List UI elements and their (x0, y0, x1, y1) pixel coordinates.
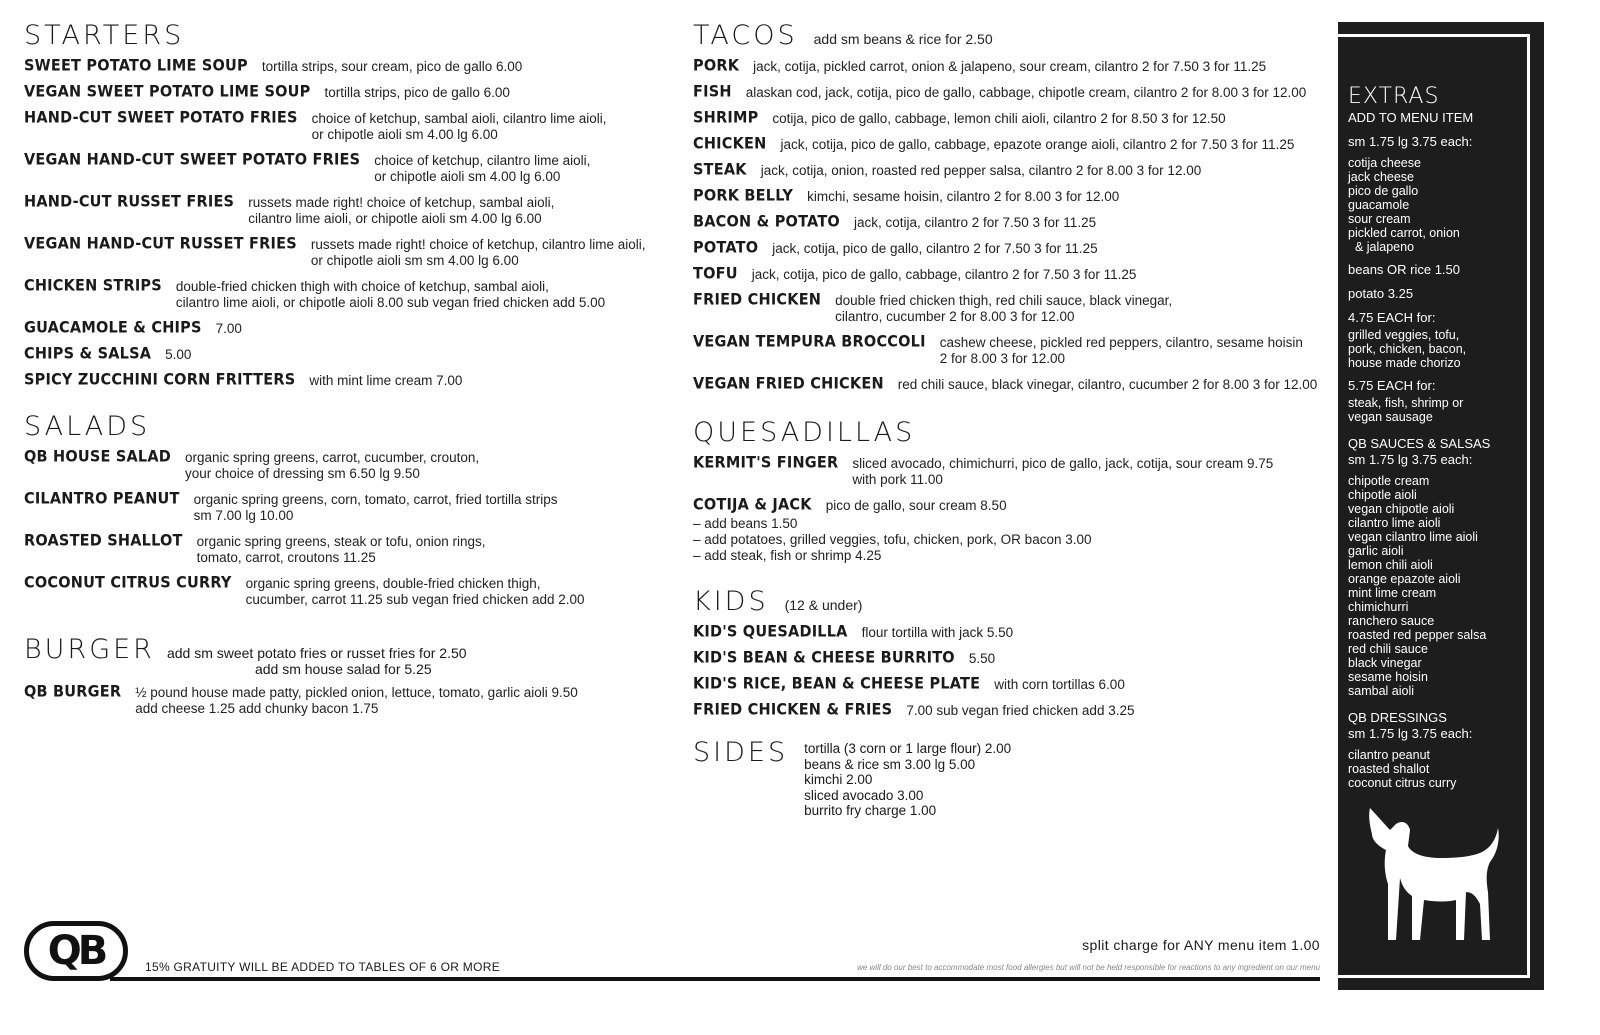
menu-item-name: COCONUT CITRUS CURRY (24, 574, 232, 592)
section-title-quesadillas: QUESADILLAS (693, 417, 916, 448)
menu-item (693, 377, 1343, 393)
menu-item-description (194, 492, 558, 524)
extras-potato: potato 3.25 (1348, 286, 1414, 301)
menu-item-name: ROASTED SHALLOT (24, 532, 183, 550)
section-burger (24, 634, 674, 717)
burger-note-line: add sm house salad for 5.25 (254, 661, 432, 677)
menu-item-description (325, 85, 510, 101)
menu-item-description (854, 215, 1096, 231)
chihuahua-icon (1362, 800, 1502, 950)
menu-item-name: SPICY ZUCCHINI CORN FRITTERS (24, 371, 296, 389)
menu-item-description (862, 625, 1014, 641)
list-entry: sour cream (1348, 212, 1411, 226)
list-entry: red chili sauce (1348, 642, 1428, 656)
description-line: cilantro lime aioli, or chipotle aioli sm 4.00 lg 6.00 (248, 211, 542, 226)
menu-item-name: HAND-CUT SWEET POTATO FRIES (24, 109, 298, 127)
menu-item-description (216, 321, 242, 337)
extras-price-line: sm 1.75 lg 3.75 each: (1348, 134, 1473, 149)
menu-item-description (761, 163, 1202, 179)
menu-item-description (262, 59, 522, 75)
list-entry: vegan sausage (1348, 410, 1433, 424)
menu-item-description (752, 267, 1137, 283)
menu-item-description (374, 153, 590, 185)
list-entry: orange epazote aioli (1348, 572, 1461, 586)
description-line: choice of ketchup, sambal aioli, cilantro lime aioli, (311, 111, 607, 126)
description-line: jack, cotija, pico de gallo, cabbage, epazote orange aioli, cilantro 2 for 7.50 3 for 11.25 (780, 137, 1295, 152)
section-title-starters: STARTERS (24, 20, 185, 51)
menu-item-name: PORK BELLY (693, 187, 794, 205)
menu-item (24, 153, 674, 185)
description-line: cilantro lime aioli, or chipotle aioli 8.00 sub vegan fried chicken add 5.00 (175, 295, 606, 310)
description-line: sm 7.00 lg 10.00 (193, 508, 294, 523)
list-entry: pico de gallo (1348, 184, 1419, 198)
section-header (24, 20, 674, 51)
section-title-kids: KIDS (693, 586, 769, 617)
panel-border (1500, 34, 1530, 978)
menu-item (24, 195, 674, 227)
menu-item-name: COTIJA & JACK (693, 496, 812, 514)
left-column (24, 20, 674, 727)
description-line: pico de gallo, sour cream 8.50 (825, 498, 1007, 513)
menu-item-description (246, 576, 585, 608)
list-entry: vegan cilantro lime aioli (1348, 530, 1478, 544)
menu-item-name: VEGAN TEMPURA BROCCOLI (693, 333, 926, 351)
section-title-salads: SALADS (24, 411, 151, 442)
menu-item (693, 59, 1343, 75)
menu-item (24, 576, 674, 608)
menu-item-name: SHRIMP (693, 109, 759, 127)
menu-item (24, 373, 674, 389)
qb-logo (24, 921, 128, 981)
description-line: russets made right! choice of ketchup, sambal aioli, (248, 195, 555, 210)
extras-575-items (1348, 396, 1498, 424)
menu-item-name: STEAK (693, 161, 747, 179)
description-line: cashew cheese, pickled red peppers, cilantro, sesame hoisin (939, 335, 1303, 350)
description-line: 7.00 (215, 321, 242, 336)
menu-item-name: FRIED CHICKEN (693, 291, 822, 309)
sauces-list (1348, 474, 1498, 698)
menu-item-description (772, 241, 1097, 257)
menu-item-name: CHICKEN (693, 135, 767, 153)
allergy-disclaimer: we will do our best to accommodate most food allergies but will not be held responsible for reactions to any ingredient on our menu (857, 963, 1320, 972)
description-line: tortilla strips, sour cream, pico de gallo 6.00 (261, 59, 523, 74)
menu-item-description (311, 237, 646, 269)
menu-item-description (969, 651, 995, 667)
menu-item-description (906, 703, 1134, 719)
list-entry: garlic aioli (1348, 544, 1404, 558)
menu-item (24, 237, 674, 269)
description-line: double-fried chicken thigh with choice of ketchup, sambal aioli, (175, 279, 549, 294)
description-line: with pork 11.00 (852, 472, 943, 487)
menu-item-name: FRIED CHICKEN & FRIES (693, 701, 893, 719)
menu-item (24, 534, 674, 566)
menu-item (24, 347, 674, 363)
side-item: burrito fry charge 1.00 (804, 803, 937, 818)
menu-item (693, 241, 1343, 257)
menu-item (693, 85, 1343, 101)
description-line: or chipotle aioli sm sm 4.00 lg 6.00 (310, 253, 519, 268)
section-tacos (693, 20, 1343, 393)
extras-content (1348, 84, 1498, 790)
extras-toppings (1348, 156, 1498, 254)
section-starters (24, 20, 674, 389)
addon-line: – add beans 1.50 (693, 516, 798, 531)
menu-item (24, 59, 674, 75)
extras-subtitle: ADD TO MENU ITEM (1348, 110, 1474, 125)
list-entry: guacamole (1348, 198, 1410, 212)
description-line: double fried chicken thigh, red chili sauce, black vinegar, (835, 293, 1173, 308)
menu-item (693, 651, 1343, 667)
menu-item-name: PORK (693, 57, 740, 75)
menu-item-name: QB HOUSE SALAD (24, 448, 172, 466)
logo-text: QB (47, 928, 105, 974)
menu-item-description (781, 137, 1295, 153)
list-entry: cilantro lime aioli (1348, 516, 1441, 530)
sides-list (804, 737, 1011, 819)
middle-column (693, 20, 1343, 819)
list-entry: cotija cheese (1348, 156, 1421, 170)
bottom-divider (110, 977, 1320, 981)
extras-475-head: 4.75 EACH for: (1348, 310, 1436, 325)
extras-575-head: 5.75 EACH for: (1348, 378, 1436, 393)
tacos-list (693, 59, 1343, 393)
menu-item-name: POTATO (693, 239, 759, 257)
description-line: jack, cotija, onion, roasted red pepper salsa, cilantro 2 for 8.00 3 for 12.00 (760, 163, 1202, 178)
extras-475-items (1348, 328, 1498, 370)
section-sides (693, 737, 1343, 819)
list-entry: cilantro peanut (1348, 748, 1431, 762)
description-line: 5.50 (968, 651, 996, 666)
description-line: tortilla strips, pico de gallo 6.00 (324, 85, 510, 100)
description-line: 5.00 (165, 347, 192, 362)
menu-item-description (165, 347, 191, 363)
menu-item-description (309, 373, 462, 389)
list-entry: lemon chili aioli (1348, 558, 1433, 572)
menu-item-name: CHIPS & SALSA (24, 345, 152, 363)
menu-item-name: KERMIT'S FINGER (693, 454, 839, 472)
description-line: organic spring greens, double-fried chicken thigh, (245, 576, 541, 591)
menu-item-description (994, 677, 1125, 693)
extras-title: EXTRAS (1348, 84, 1440, 109)
section-header (693, 586, 1343, 617)
list-entry: mint lime cream (1348, 586, 1437, 600)
side-item: tortilla (3 corn or 1 large flour) 2.00 (804, 741, 1012, 756)
list-entry: pickled carrot, onion (1348, 226, 1460, 240)
section-title-tacos: TACOS (693, 20, 798, 51)
section-title-sides: SIDES (693, 737, 789, 768)
description-line: jack, cotija, pickled carrot, onion & jalapeno, sour cream, cilantro 2 for 7.50 3 for 11.25 (753, 59, 1267, 74)
burger-note-line: add sm sweet potato fries or russet fries for 2.50 (166, 645, 467, 661)
list-entry: vegan chipotle aioli (1348, 502, 1455, 516)
menu-item (693, 498, 1343, 514)
list-entry: steak, fish, shrimp or (1348, 396, 1464, 410)
section-title-burger: BURGER (24, 634, 155, 665)
side-item: beans & rice sm 3.00 lg 5.00 (804, 756, 976, 772)
menu-item-description (835, 293, 1172, 325)
menu-item-name: CHICKEN STRIPS (24, 277, 162, 295)
description-line: add cheese 1.25 add chunky bacon 1.75 (135, 701, 379, 716)
kids-list (693, 625, 1343, 719)
menu-item-name: SWEET POTATO LIME SOUP (24, 57, 248, 75)
kids-note: (12 & under) (784, 597, 863, 613)
menu-item (693, 677, 1343, 693)
menu-item (24, 492, 674, 524)
description-line: red chili sauce, black vinegar, cilantro, cucumber 2 for 8.00 3 for 12.00 (897, 377, 1318, 392)
section-header (693, 20, 1343, 51)
description-line: russets made right! choice of ketchup, cilantro lime aioli, (310, 237, 646, 252)
menu-item-name: QB BURGER (24, 683, 122, 701)
list-entry: chipotle cream (1348, 474, 1430, 488)
menu-item (24, 685, 674, 717)
starters-list (24, 59, 674, 389)
menu-item-name: FISH (693, 83, 732, 101)
description-line: your choice of dressing sm 6.50 lg 9.50 (185, 466, 420, 481)
list-entry: coconut citrus curry (1348, 776, 1457, 790)
description-line: 7.00 sub vegan fried chicken add 3.25 (906, 703, 1135, 718)
menu-item (24, 279, 674, 311)
menu-item (693, 456, 1343, 488)
menu-item-description (807, 189, 1119, 205)
menu-item-name: TOFU (693, 265, 738, 283)
list-entry: roasted red pepper salsa (1348, 628, 1487, 642)
burger-list (24, 685, 674, 717)
description-line: jack, cotija, pico de gallo, cilantro 2 for 7.50 3 for 11.25 (772, 241, 1098, 256)
side-item: kimchi 2.00 (804, 772, 873, 787)
list-entry: pork, chicken, bacon, (1348, 342, 1467, 356)
section-quesadillas (693, 417, 1343, 564)
menu-item (693, 625, 1343, 641)
menu-item-description (197, 534, 486, 566)
section-header (24, 634, 674, 677)
menu-item-description (772, 111, 1225, 127)
addon-line: – add potatoes, grilled veggies, tofu, chicken, pork, OR bacon 3.00 (693, 532, 1092, 547)
extras-beans-rice: beans OR rice 1.50 (1348, 262, 1461, 277)
menu-item (693, 703, 1343, 719)
menu-item-name: VEGAN HAND-CUT SWEET POTATO FRIES (24, 151, 361, 169)
menu-item-description (898, 377, 1317, 393)
description-line: or chipotle aioli sm 4.00 lg 6.00 (374, 169, 561, 184)
description-line: sliced avocado, chimichurri, pico de gallo, jack, cotija, sour cream 9.75 (852, 456, 1274, 471)
menu-item-description (135, 685, 578, 717)
list-entry: roasted shallot (1348, 762, 1430, 776)
description-line: with mint lime cream 7.00 (309, 373, 463, 388)
description-line: jack, cotija, pico de gallo, cabbage, cilantro 2 for 7.50 3 for 11.25 (751, 267, 1137, 282)
list-entry: chipotle aioli (1348, 488, 1417, 502)
menu-item-description (312, 111, 607, 143)
menu-item-name: VEGAN SWEET POTATO LIME SOUP (24, 83, 311, 101)
menu-item-name: BACON & POTATO (693, 213, 840, 231)
menu-item (693, 189, 1343, 205)
sauces-heading: QB SAUCES & SALSAS (1348, 436, 1491, 451)
dressings-price: sm 1.75 lg 3.75 each: (1348, 726, 1473, 741)
section-header (24, 411, 674, 442)
menu-item-description (826, 498, 1007, 514)
list-entry: ranchero sauce (1348, 614, 1435, 628)
description-line: alaskan cod, jack, cotija, pico de gallo, cabbage, chipotle cream, cilantro 2 for 8.00 3 for 12.00 (745, 85, 1307, 100)
section-header (693, 417, 1343, 448)
description-line: jack, cotija, cilantro 2 for 7.50 3 for 11.25 (853, 215, 1097, 230)
menu-item (693, 215, 1343, 231)
description-line: organic spring greens, steak or tofu, onion rings, (196, 534, 486, 549)
menu-item (24, 450, 674, 482)
salads-list (24, 450, 674, 608)
description-line: organic spring greens, corn, tomato, carrot, fried tortilla strips (193, 492, 558, 507)
dressings-heading: QB DRESSINGS (1348, 710, 1447, 725)
description-line: cucumber, carrot 11.25 sub vegan fried chicken add 2.00 (245, 592, 585, 607)
side-item: sliced avocado 3.00 (804, 787, 924, 803)
description-line: with corn tortillas 6.00 (994, 677, 1125, 692)
section-salads (24, 411, 674, 608)
description-line: 2 for 8.00 3 for 12.00 (939, 351, 1066, 366)
description-line: cotija, pico de gallo, cabbage, lemon chili aioli, cilantro 2 for 8.50 3 for 12.50 (772, 111, 1226, 126)
menu-item-name: GUACAMOLE & CHIPS (24, 319, 202, 337)
addon-line: – add steak, fish or shrimp 4.25 (693, 548, 882, 563)
burger-note (167, 645, 467, 677)
description-line: flour tortilla with jack 5.50 (861, 625, 1014, 640)
list-entry: sesame hoisin (1348, 670, 1428, 684)
menu-item (693, 293, 1343, 325)
description-line: choice of ketchup, cilantro lime aioli, (374, 153, 591, 168)
menu-item-description (185, 450, 479, 482)
split-charge-notice: split charge for ANY menu item 1.00 (1082, 937, 1320, 953)
menu-item-description (753, 59, 1266, 75)
list-entry: black vinegar (1348, 656, 1422, 670)
list-entry: chimichurri (1348, 600, 1409, 614)
menu-item (693, 111, 1343, 127)
description-line: tomato, carrot, croutons 11.25 (196, 550, 376, 565)
menu-item-description (852, 456, 1273, 488)
menu-item (24, 321, 674, 337)
description-line: kimchi, sesame hoisin, cilantro 2 for 8.00 3 for 12.00 (807, 189, 1120, 204)
gratuity-notice: 15% GRATUITY WILL BE ADDED TO TABLES OF 6 OR MORE (145, 960, 501, 974)
menu-item-name: KID'S BEAN & CHEESE BURRITO (693, 649, 955, 667)
description-line: cilantro, cucumber 2 for 8.00 3 for 12.00 (835, 309, 1075, 324)
dressings-list (1348, 748, 1498, 790)
sauces-price: sm 1.75 lg 3.75 each: (1348, 452, 1473, 467)
menu-item (693, 335, 1343, 367)
menu-item-name: VEGAN FRIED CHICKEN (693, 375, 884, 393)
description-line: or chipotle aioli sm 4.00 lg 6.00 (311, 127, 498, 142)
menu-item-name: VEGAN HAND-CUT RUSSET FRIES (24, 235, 297, 253)
menu-item-name: KID'S RICE, BEAN & CHEESE PLATE (693, 675, 981, 693)
menu-item-name: CILANTRO PEANUT (24, 490, 180, 508)
quesadillas-list (693, 456, 1343, 514)
list-entry: grilled veggies, tofu, (1348, 328, 1460, 342)
quesadilla-addons (693, 516, 1343, 564)
menu-item (24, 85, 674, 101)
list-entry: sambal aioli (1348, 684, 1415, 698)
tacos-note: add sm beans & rice for 2.50 (813, 31, 993, 47)
menu-item (693, 163, 1343, 179)
menu-item (24, 111, 674, 143)
list-entry: jack cheese (1348, 170, 1415, 184)
section-kids (693, 586, 1343, 719)
menu-item (693, 137, 1343, 153)
description-line: ½ pound house made patty, pickled onion, lettuce, tomato, garlic aioli 9.50 (135, 685, 578, 700)
list-entry: house made chorizo (1348, 356, 1461, 370)
menu-item-description (940, 335, 1303, 367)
menu-item (693, 267, 1343, 283)
menu-item-description (746, 85, 1307, 101)
list-entry: & jalapeno (1348, 240, 1415, 254)
menu-item-name: HAND-CUT RUSSET FRIES (24, 193, 235, 211)
menu-item-description (176, 279, 605, 311)
menu-item-name: KID'S QUESADILLA (693, 623, 848, 641)
menu-item-description (248, 195, 554, 227)
description-line: organic spring greens, carrot, cucumber, crouton, (185, 450, 480, 465)
